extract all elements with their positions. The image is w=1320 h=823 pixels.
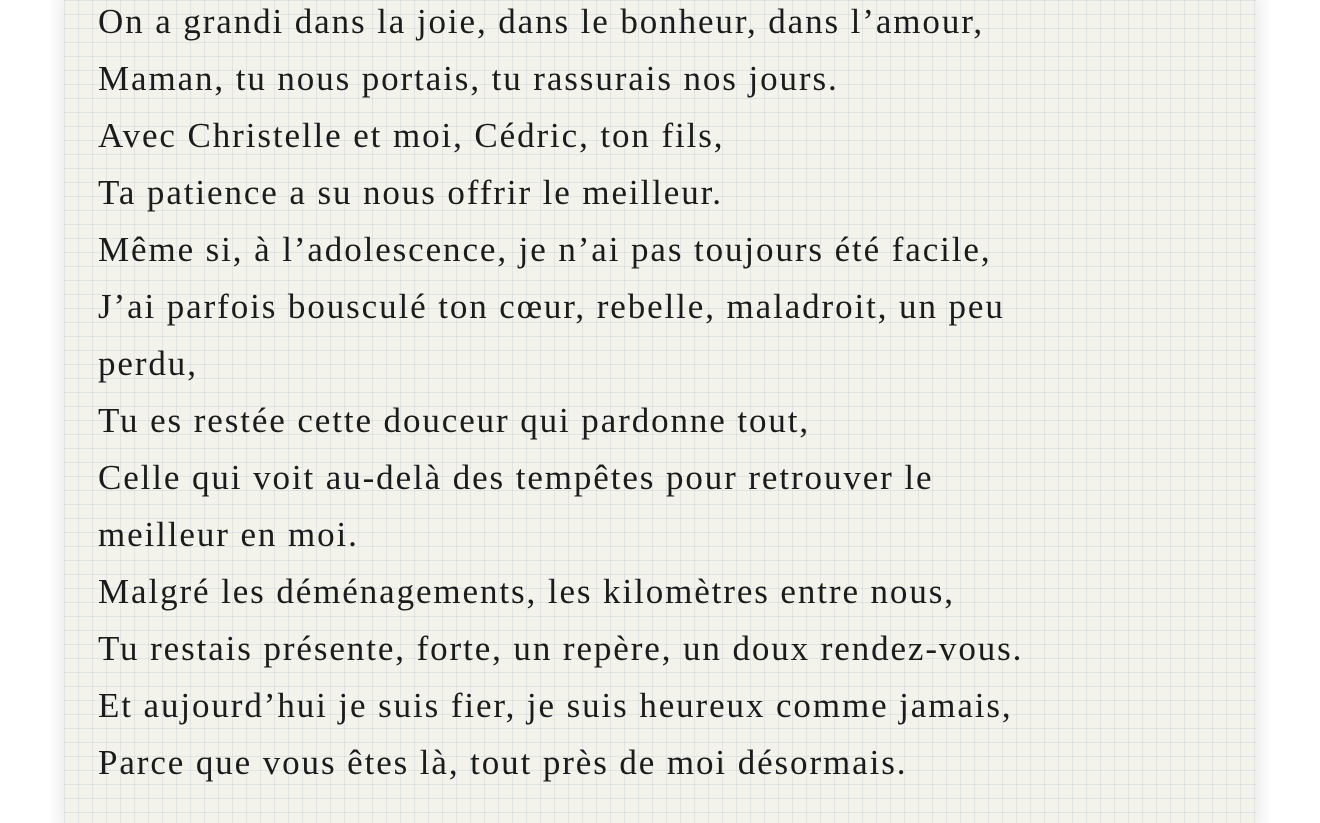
poem-line: Malgré les déménagements, les kilomètres entre nous, [98, 572, 955, 611]
poem-line: Et aujourd’hui je suis fier, je suis heureux comme jamais, [98, 686, 1013, 725]
poem-line: perdu, [98, 344, 198, 383]
poem-line: Même si, à l’adolescence, je n’ai pas toujours été facile, [98, 230, 992, 269]
poem-line: Tu es restée cette douceur qui pardonne tout, [98, 401, 811, 440]
poem-line: On a grandi dans la joie, dans le bonheur, dans l’amour, [98, 2, 985, 41]
poem-line: J’ai parfois bousculé ton cœur, rebelle, maladroit, un peu [98, 287, 1005, 326]
poem-line: Parce que vous êtes là, tout près de moi désormais. [98, 743, 908, 782]
poem-line: Celle qui voit au-delà des tempêtes pour retrouver le [98, 458, 934, 497]
poem-line: Tu restais présente, forte, un repère, un doux rendez-vous. [98, 629, 1024, 668]
poem-line: Ta patience a su nous offrir le meilleur. [98, 173, 723, 212]
poem-line: meilleur en moi. [98, 515, 359, 554]
poem-line: Maman, tu nous portais, tu rassurais nos jours. [98, 59, 839, 98]
poem-text [98, 0, 1218, 791]
poem-line: Avec Christelle et moi, Cédric, ton fils, [98, 116, 725, 155]
